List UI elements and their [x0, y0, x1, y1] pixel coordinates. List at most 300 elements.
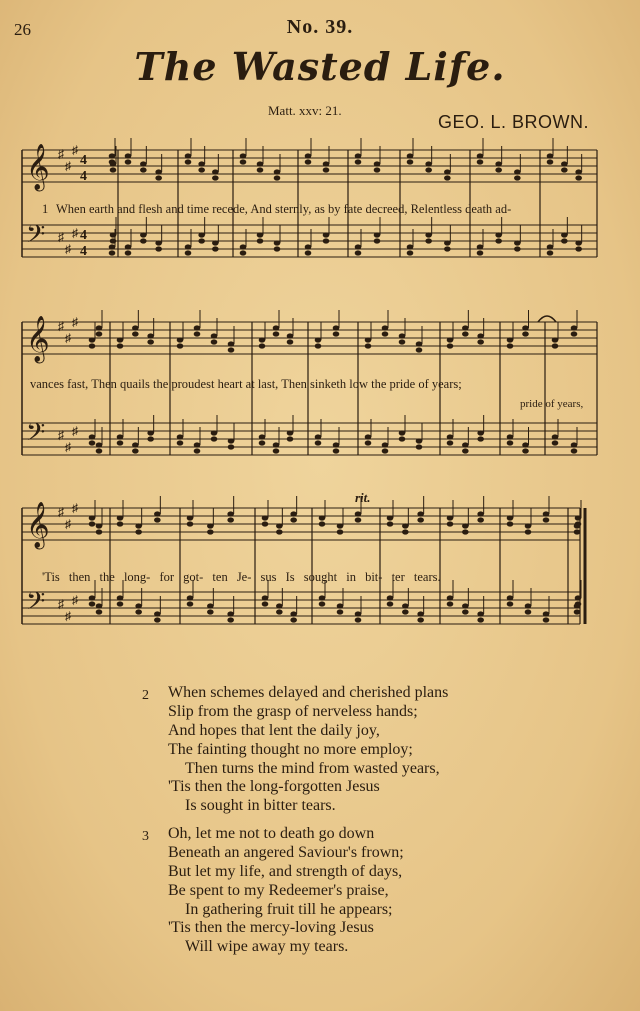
note-head — [109, 244, 116, 249]
note-head — [337, 529, 344, 534]
hymn-number: No. 39. — [286, 16, 354, 38]
note-head — [117, 440, 124, 445]
note-head — [387, 521, 394, 526]
note-head — [110, 232, 117, 237]
note-head — [323, 232, 330, 237]
note-head — [507, 434, 514, 439]
note-head — [276, 609, 283, 614]
note-head — [262, 595, 269, 600]
verse-line: But let my life, and strength of days, — [168, 863, 403, 880]
note-head — [155, 169, 162, 174]
sharp-icon: ♯ — [58, 597, 64, 611]
system-3-lyric: 'Tis then the long- for got- ten Je- sus Is sought in bit- ter tears. — [42, 570, 441, 584]
note-head — [574, 603, 581, 608]
note-head — [185, 153, 192, 158]
note-head — [399, 333, 406, 338]
note-head — [155, 175, 162, 180]
note-head — [290, 611, 297, 616]
note-head — [547, 244, 554, 249]
note-head — [547, 159, 554, 164]
sharp-icon: ♯ — [58, 505, 64, 519]
note-head — [514, 175, 521, 180]
note-head — [447, 521, 454, 526]
page-number: 26 — [14, 20, 31, 39]
note-head — [425, 232, 432, 237]
note-head — [89, 521, 96, 526]
note-head — [447, 601, 454, 606]
verse-number-1: 1 — [42, 202, 49, 216]
note-head — [227, 517, 234, 522]
note-head — [543, 611, 550, 616]
note-head — [552, 337, 559, 342]
note-head — [477, 244, 484, 249]
sharp-icon: ♯ — [72, 315, 78, 329]
note-head — [477, 159, 484, 164]
verse-line: Slip from the grasp of nerveless hands; — [168, 703, 418, 720]
note-head — [194, 442, 201, 447]
note-head — [382, 442, 389, 447]
note-head — [228, 444, 235, 449]
note-head — [525, 603, 532, 608]
note-head — [117, 343, 124, 348]
hymn-title: The Wasted Life. — [134, 44, 506, 89]
note-head — [447, 440, 454, 445]
note-head — [337, 603, 344, 608]
note-head — [117, 337, 124, 342]
note-head — [96, 442, 103, 447]
note-head — [552, 343, 559, 348]
note-head — [147, 339, 154, 344]
note-head — [575, 169, 582, 174]
note-head — [507, 601, 514, 606]
note-head — [315, 337, 322, 342]
note-head — [140, 232, 147, 237]
note-head — [125, 159, 132, 164]
note-head — [257, 161, 264, 166]
note-head — [365, 434, 372, 439]
note-head — [355, 153, 362, 158]
time-signature: 4 — [80, 228, 87, 243]
note-head — [543, 617, 550, 622]
note-head — [274, 175, 281, 180]
note-head — [211, 430, 218, 435]
sharp-icon: ♯ — [65, 331, 71, 345]
note-head — [382, 331, 389, 336]
note-head — [212, 169, 219, 174]
note-head — [257, 232, 264, 237]
note-head — [337, 609, 344, 614]
time-signature: 4 — [80, 244, 87, 259]
note-head — [147, 333, 154, 338]
note-head — [374, 238, 381, 243]
note-head — [447, 515, 454, 520]
note-head — [495, 167, 502, 172]
note-head — [154, 611, 161, 616]
verse-number: 3 — [142, 829, 149, 844]
note-head — [212, 175, 219, 180]
verse-line: Beneath an angered Saviour's frown; — [168, 844, 404, 861]
note-head — [552, 440, 559, 445]
note-head — [425, 161, 432, 166]
note-head — [319, 595, 326, 600]
note-head — [140, 238, 147, 243]
note-head — [333, 325, 340, 330]
note-head — [402, 603, 409, 608]
note-head — [117, 515, 124, 520]
note-head — [447, 595, 454, 600]
verse-line: The fainting thought no more employ; — [168, 741, 413, 758]
treble-clef-icon: 𝄞 — [26, 316, 50, 362]
sharp-icon: ♯ — [65, 609, 71, 623]
note-head — [477, 333, 484, 338]
note-head — [135, 523, 142, 528]
note-head — [416, 444, 423, 449]
note-head — [132, 325, 139, 330]
note-head — [323, 167, 330, 172]
note-head — [227, 611, 234, 616]
note-head — [89, 337, 96, 342]
note-head — [227, 511, 234, 516]
time-signature: 4 — [80, 169, 87, 184]
note-head — [287, 333, 294, 338]
note-head — [407, 153, 414, 158]
note-head — [228, 438, 235, 443]
system-2-echo-lyric: pride of years, — [520, 398, 584, 410]
note-head — [154, 511, 161, 516]
note-head — [89, 595, 96, 600]
note-head — [276, 603, 283, 608]
note-head — [89, 515, 96, 520]
note-head — [198, 238, 205, 243]
note-head — [305, 153, 312, 158]
note-head — [561, 161, 568, 166]
note-head — [561, 238, 568, 243]
note-head — [187, 601, 194, 606]
note-head — [211, 339, 218, 344]
note-head — [276, 529, 283, 534]
note-head — [547, 153, 554, 158]
note-head — [507, 440, 514, 445]
note-head — [259, 343, 266, 348]
note-head — [117, 434, 124, 439]
verse-line: Be spent to my Redeemer's praise, — [168, 882, 389, 899]
note-head — [259, 440, 266, 445]
note-head — [365, 440, 372, 445]
note-head — [462, 603, 469, 608]
system-2-lyric: vances fast, Then quails the proudest heart at last, Then sinketh low the pride of years; — [30, 377, 462, 391]
note-head — [187, 515, 194, 520]
note-head — [495, 232, 502, 237]
note-head — [117, 521, 124, 526]
verse-line: Oh, let me not to death go down — [168, 825, 375, 842]
sharp-icon: ♯ — [58, 147, 64, 161]
sharp-icon: ♯ — [72, 143, 78, 157]
note-head — [273, 331, 280, 336]
note-head — [571, 448, 578, 453]
note-head — [547, 250, 554, 255]
note-head — [522, 448, 529, 453]
note-head — [240, 250, 247, 255]
sharp-icon: ♯ — [65, 440, 71, 454]
note-head — [417, 617, 424, 622]
sharp-icon: ♯ — [72, 501, 78, 515]
bass-clef-icon: 𝄢 — [26, 418, 46, 453]
note-head — [290, 511, 297, 516]
note-head — [447, 337, 454, 342]
note-head — [507, 521, 514, 526]
sharp-icon: ♯ — [58, 428, 64, 442]
note-head — [462, 448, 469, 453]
note-head — [574, 523, 581, 528]
note-head — [477, 517, 484, 522]
note-head — [365, 337, 372, 342]
fermata-icon — [538, 316, 556, 322]
note-head — [262, 601, 269, 606]
note-head — [355, 250, 362, 255]
note-head — [382, 325, 389, 330]
note-head — [194, 331, 201, 336]
note-head — [575, 175, 582, 180]
time-signature: 4 — [80, 153, 87, 168]
note-head — [365, 343, 372, 348]
note-head — [315, 343, 322, 348]
sharp-icon: ♯ — [58, 230, 64, 244]
note-head — [132, 448, 139, 453]
note-head — [274, 240, 281, 245]
note-head — [194, 448, 201, 453]
note-head — [561, 232, 568, 237]
note-head — [117, 601, 124, 606]
scripture-reference: Matt. xxv: 21. — [268, 103, 342, 118]
verse-line: Then turns the mind from wasted years, — [185, 760, 440, 777]
note-head — [211, 436, 218, 441]
note-head — [319, 515, 326, 520]
note-head — [477, 339, 484, 344]
note-head — [89, 343, 96, 348]
note-head — [227, 617, 234, 622]
note-head — [399, 430, 406, 435]
note-head — [287, 339, 294, 344]
note-head — [240, 153, 247, 158]
note-head — [444, 175, 451, 180]
note-head — [507, 337, 514, 342]
note-head — [407, 159, 414, 164]
note-head — [522, 325, 529, 330]
note-head — [273, 442, 280, 447]
note-head — [257, 238, 264, 243]
tempo-marking: rit. — [355, 490, 371, 505]
note-head — [155, 246, 162, 251]
note-head — [140, 161, 147, 166]
note-head — [96, 603, 103, 608]
note-head — [507, 595, 514, 600]
note-head — [125, 244, 132, 249]
note-head — [323, 161, 330, 166]
system-1-lyric: When earth and flesh and time recede, And sternly, as by fate decreed, Relentless death ad- — [56, 202, 512, 216]
note-head — [154, 517, 161, 522]
note-head — [135, 609, 142, 614]
note-head — [212, 246, 219, 251]
note-head — [290, 517, 297, 522]
note-head — [147, 436, 154, 441]
note-head — [140, 167, 147, 172]
note-head — [177, 434, 184, 439]
note-head — [154, 617, 161, 622]
note-head — [574, 529, 581, 534]
note-head — [382, 448, 389, 453]
bass-clef-icon: 𝄢 — [26, 587, 46, 622]
verse-line: When schemes delayed and cherished plans — [168, 684, 449, 701]
note-head — [575, 246, 582, 251]
note-head — [185, 244, 192, 249]
sharp-icon: ♯ — [65, 242, 71, 256]
note-head — [96, 331, 103, 336]
note-head — [262, 521, 269, 526]
note-head — [462, 523, 469, 528]
note-head — [495, 238, 502, 243]
note-head — [507, 343, 514, 348]
note-head — [287, 430, 294, 435]
note-head — [187, 595, 194, 600]
note-head — [416, 347, 423, 352]
note-head — [407, 244, 414, 249]
note-head — [228, 347, 235, 352]
note-head — [477, 153, 484, 158]
note-head — [207, 529, 214, 534]
note-head — [552, 434, 559, 439]
sharp-icon: ♯ — [58, 319, 64, 333]
note-head — [447, 343, 454, 348]
note-head — [337, 523, 344, 528]
note-head — [402, 523, 409, 528]
note-head — [305, 244, 312, 249]
note-head — [110, 238, 117, 243]
note-head — [323, 238, 330, 243]
note-head — [287, 436, 294, 441]
note-head — [132, 442, 139, 447]
note-head — [185, 250, 192, 255]
note-head — [462, 609, 469, 614]
note-head — [522, 442, 529, 447]
note-head — [177, 337, 184, 342]
note-head — [274, 246, 281, 251]
verse-line: Will wipe away my tears. — [185, 938, 349, 955]
note-head — [355, 511, 362, 516]
note-head — [425, 167, 432, 172]
note-head — [444, 240, 451, 245]
note-head — [514, 246, 521, 251]
note-head — [89, 434, 96, 439]
note-head — [425, 238, 432, 243]
note-head — [194, 325, 201, 330]
note-head — [147, 430, 154, 435]
note-head — [315, 440, 322, 445]
note-head — [96, 523, 103, 528]
note-head — [177, 440, 184, 445]
sharp-icon: ♯ — [72, 424, 78, 438]
verse-line: In gathering fruit till he appears; — [185, 901, 393, 918]
note-head — [187, 521, 194, 526]
sharp-icon: ♯ — [72, 226, 78, 240]
note-head — [315, 434, 322, 439]
note-head — [399, 436, 406, 441]
note-head — [417, 517, 424, 522]
note-head — [387, 595, 394, 600]
note-head — [333, 448, 340, 453]
note-head — [571, 325, 578, 330]
note-head — [207, 609, 214, 614]
note-head — [273, 448, 280, 453]
note-head — [135, 603, 142, 608]
note-head — [575, 240, 582, 245]
note-head — [525, 609, 532, 614]
note-head — [96, 448, 103, 453]
sharp-icon: ♯ — [65, 159, 71, 173]
note-head — [522, 331, 529, 336]
note-head — [207, 603, 214, 608]
note-head — [462, 442, 469, 447]
note-head — [259, 434, 266, 439]
note-head — [416, 341, 423, 346]
note-head — [333, 442, 340, 447]
note-head — [355, 244, 362, 249]
note-head — [387, 515, 394, 520]
note-head — [132, 331, 139, 336]
verse-line: 'Tis then the mercy-loving Jesus — [168, 919, 374, 936]
note-head — [125, 250, 132, 255]
note-head — [387, 601, 394, 606]
note-head — [109, 153, 116, 158]
note-head — [355, 617, 362, 622]
note-head — [228, 341, 235, 346]
note-head — [462, 529, 469, 534]
note-head — [571, 331, 578, 336]
note-head — [507, 515, 514, 520]
note-head — [319, 521, 326, 526]
note-head — [305, 250, 312, 255]
note-head — [96, 529, 103, 534]
bass-clef-icon: 𝄢 — [26, 220, 46, 255]
note-head — [416, 438, 423, 443]
note-head — [240, 159, 247, 164]
note-head — [89, 440, 96, 445]
verse-number: 2 — [142, 688, 149, 703]
note-head — [374, 161, 381, 166]
note-head — [399, 339, 406, 344]
note-head — [110, 167, 117, 172]
note-head — [198, 161, 205, 166]
note-head — [259, 337, 266, 342]
note-head — [374, 167, 381, 172]
note-head — [177, 343, 184, 348]
note-head — [574, 609, 581, 614]
note-head — [212, 240, 219, 245]
note-head — [155, 240, 162, 245]
note-head — [543, 511, 550, 516]
note-head — [444, 246, 451, 251]
note-head — [110, 161, 117, 166]
note-head — [125, 153, 132, 158]
note-head — [417, 511, 424, 516]
note-head — [444, 169, 451, 174]
note-head — [525, 523, 532, 528]
note-head — [514, 240, 521, 245]
note-head — [273, 325, 280, 330]
note-head — [477, 511, 484, 516]
note-head — [514, 169, 521, 174]
note-head — [525, 529, 532, 534]
note-head — [495, 161, 502, 166]
